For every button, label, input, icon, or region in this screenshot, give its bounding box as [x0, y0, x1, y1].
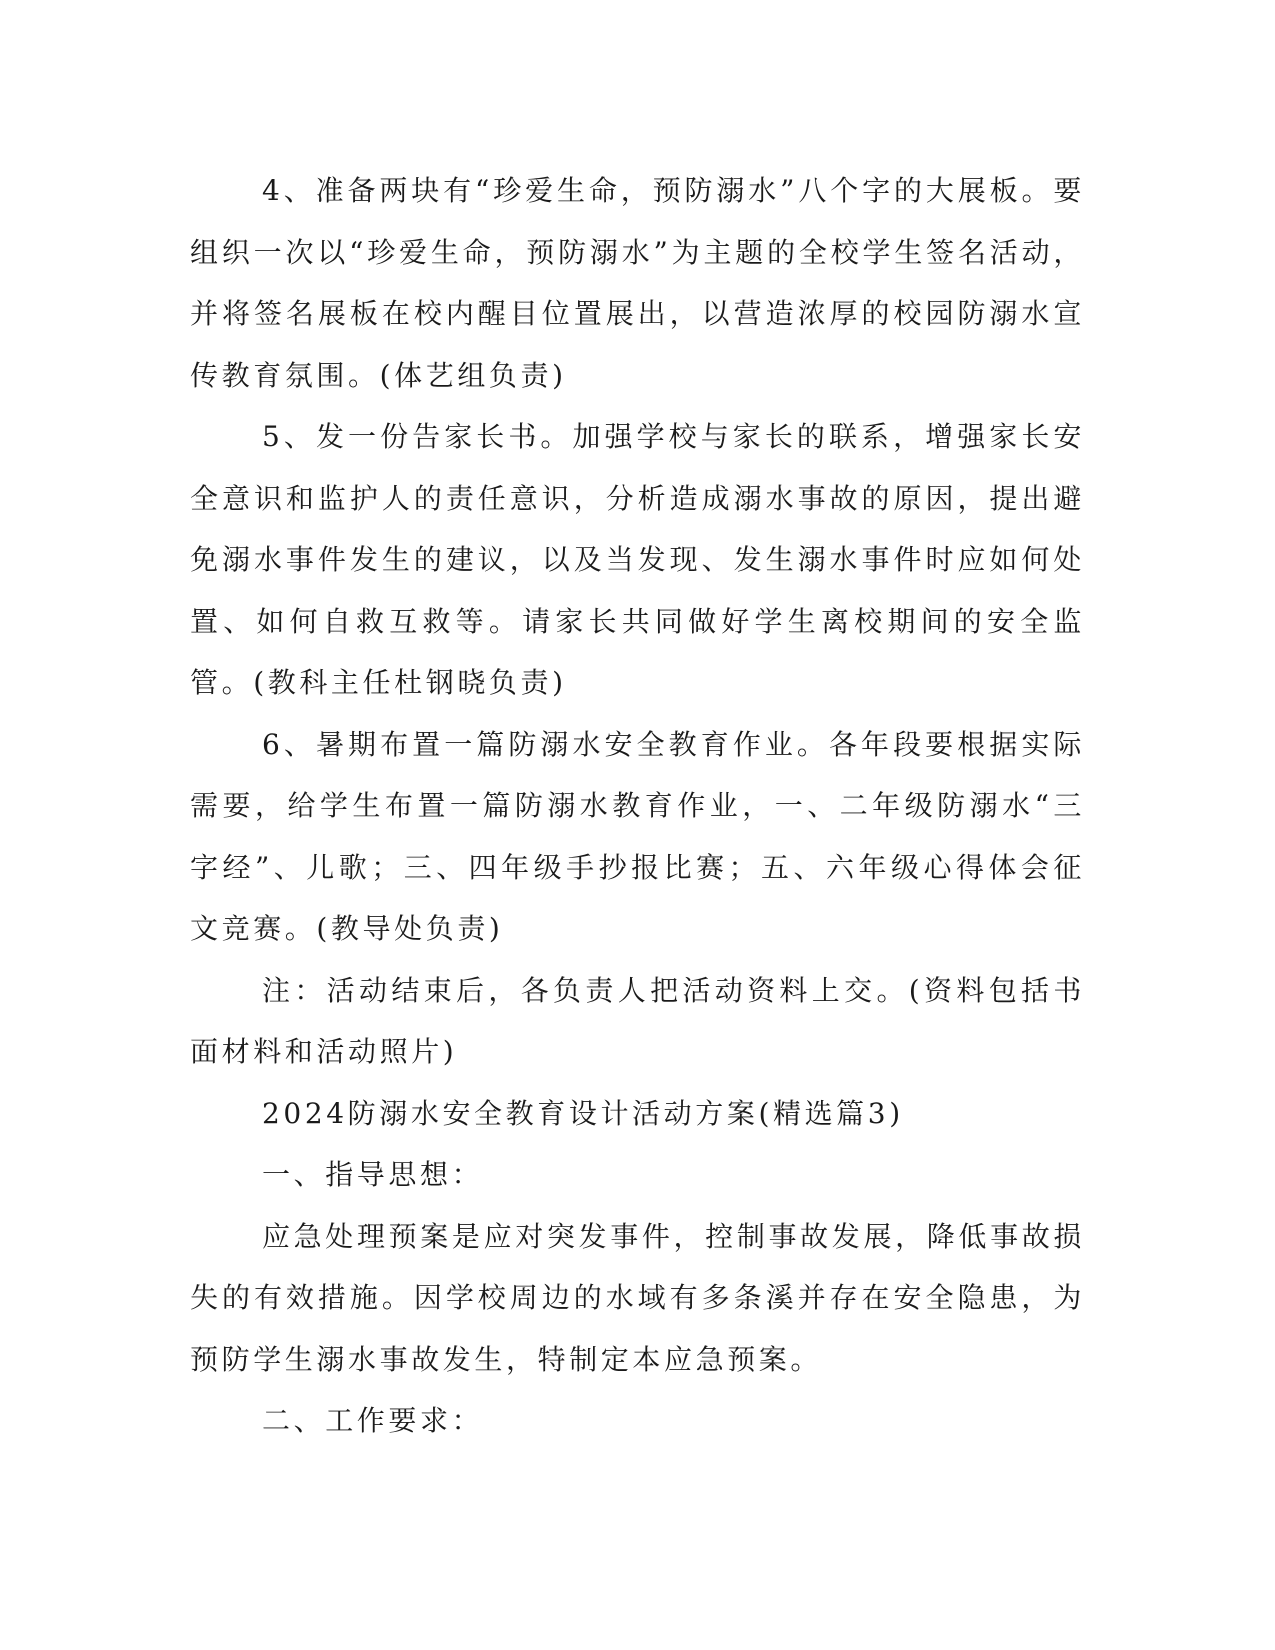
subheading-work-requirements: 二、工作要求： — [262, 1404, 484, 1437]
paragraph-item-6: 6、暑期布置一篇防溺水安全教育作业。各年段要根据实际需要，给学生布置一篇防溺水教育作业，一、二年级防溺水“三字经”、儿歌；三、四年级手抄报比赛；五、六年级心得体会征文竞赛。(教导处负责) — [190, 727, 1085, 945]
document-body — [190, 160, 1085, 1452]
subheading-guiding-thought: 一、指导思想： — [262, 1158, 484, 1191]
paragraph-guiding-thought: 应急处理预案是应对突发事件，控制事故发展，降低事故损失的有效措施。因学校周边的水域有多条溪并存在安全隐患，为预防学生溺水事故发生，特制定本应急预案。 — [190, 1219, 1085, 1376]
paragraph-item-4: 4、准备两块有“珍爱生命，预防溺水”八个字的大展板。要组织一次以“珍爱生命，预防溺水”为主题的全校学生签名活动，并将签名展板在校内醒目位置展出，以营造浓厚的校园防溺水宣传教育氛围。(体艺组负责) — [190, 174, 1085, 392]
section-heading: 2024防溺水安全教育设计活动方案(精选篇3) — [262, 1096, 904, 1130]
paragraph-note: 注：活动结束后，各负责人把活动资料上交。(资料包括书面材料和活动照片) — [190, 973, 1085, 1068]
paragraph-item-5: 5、发一份告家长书。加强学校与家长的联系，增强家长安全意识和监护人的责任意识，分析造成溺水事故的原因，提出避免溺水事件发生的建议，以及当发现、发生溺水事件时应如何处置、如何自救互救等。请家长共同做好学生离校期间的安全监管。(教科主任杜钢晓负责) — [190, 420, 1085, 699]
